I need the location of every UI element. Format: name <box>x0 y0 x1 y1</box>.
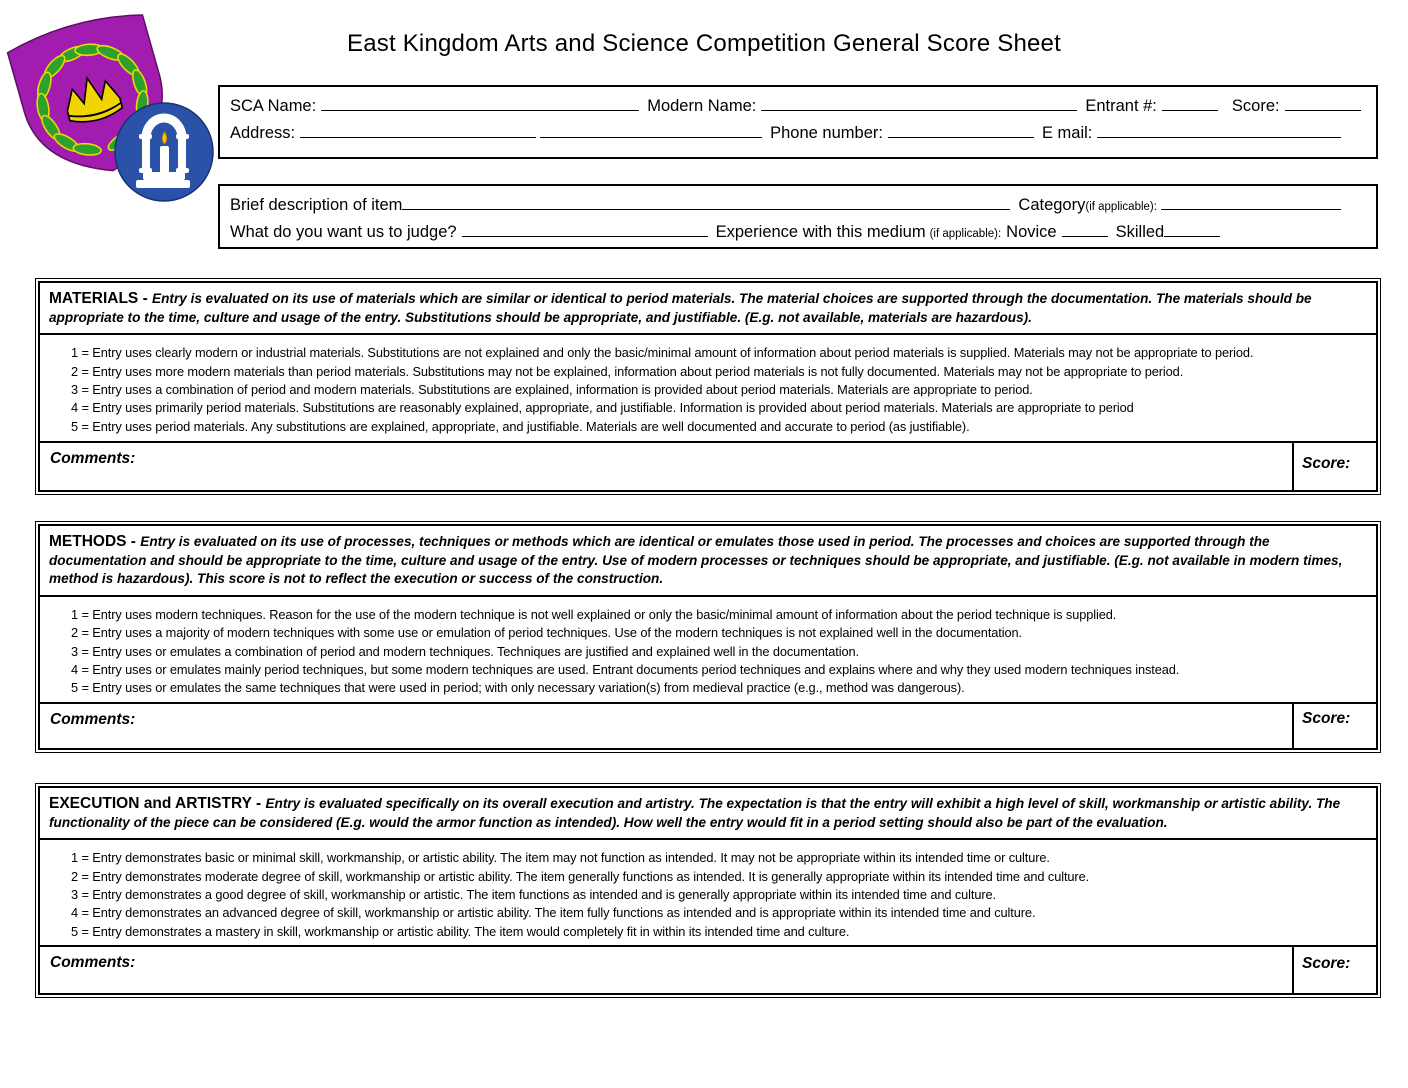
materials-level-4: 4 = Entry uses primarily period materials. Substitutions are reasonably explained, appropriate, and justifiable. Information is provided about period materials. Materials are appropriate to period <box>71 400 1134 416</box>
methods-level-3: 3 = Entry uses or emulates a combination of period and modern techniques. Techniques are justified and explained well in the documentation. <box>71 643 859 659</box>
execution-section <box>38 786 1378 995</box>
methods-level-2: 2 = Entry uses a majority of modern techniques with some use or emulation of period techniques. Use of the modern techniques is not explained well in the documentation. <box>71 625 1022 641</box>
arch-candle-badge-icon <box>115 103 213 201</box>
skilled-label: Skilled <box>1115 223 1165 241</box>
materials-section <box>38 281 1378 492</box>
phone-label: Phone number: <box>770 124 883 142</box>
materials-title: MATERIALS - <box>49 290 153 307</box>
materials-level-1: 1 = Entry uses clearly modern or industrial materials. Substitutions are not explained and only the basic/minimal amount of information about period materials is supplied. Materials may not be appropriate to period. <box>71 345 1254 361</box>
address-field-2 <box>540 123 762 138</box>
sca-name-label: SCA Name: <box>230 97 317 115</box>
methods-comments-label: Comments: <box>50 710 136 728</box>
brief-description-field <box>402 195 1010 210</box>
address-label: Address: <box>230 124 296 142</box>
brief-description-label: Brief description of item <box>230 196 403 214</box>
materials-level-2: 2 = Entry uses more modern materials than period materials. Substitutions may not be explained, information about period materials is not fully documented. Materials may not be appropriate to period. <box>71 363 1184 379</box>
methods-section <box>38 524 1378 750</box>
execution-comments-row <box>40 945 1376 993</box>
category-field <box>1161 195 1341 210</box>
methods-level-4: 4 = Entry uses or emulates mainly period techniques, but some modern techniques are used. Entrant documents period techniques and explains where and why they used modern techniques instead. <box>71 662 1180 677</box>
execution-level-3: 3 = Entry demonstrates a good degree of skill, workmanship or artistic. The item functions as intended and is generally appropriate within its intended time and culture. <box>71 887 997 902</box>
methods-header <box>40 526 1376 595</box>
materials-score-levels <box>40 333 1376 441</box>
item-row-2 <box>230 222 1366 249</box>
skilled-field <box>1164 222 1220 237</box>
methods-score-levels <box>40 595 1376 702</box>
category-label: Category <box>1018 196 1086 214</box>
item-info-box <box>218 184 1378 249</box>
score-field <box>1285 96 1361 111</box>
materials-description: Entry is evaluated on its use of materials which are similar or identical to period materials. The material choices are supported through the documentation. The materials should be appropriate to the time, culture and usage of the entry. Substitutions should be appropriate, and justifiable. (E.g. not available, materials are hazardous). <box>49 291 1312 325</box>
sca-name-field <box>321 96 639 111</box>
entrant-number-label: Entrant #: <box>1085 97 1157 115</box>
materials-comments-label: Comments: <box>50 450 136 467</box>
methods-score-label: Score: <box>1292 704 1376 748</box>
execution-comments-label: Comments: <box>50 954 136 972</box>
execution-score-levels <box>40 838 1376 945</box>
page-title: East Kingdom Arts and Science Competition General Score Sheet <box>347 30 1061 57</box>
materials-comments-row <box>40 441 1376 490</box>
methods-level-5: 5 = Entry uses or emulates the same techniques that were used in period; with only necessary variation(s) from medieval practice (e.g., method was dangerous). <box>71 680 965 696</box>
execution-level-5: 5 = Entry demonstrates a mastery in skill, workmanship or artistic ability. The item would completely fit in within its intended time and culture. <box>71 923 850 939</box>
execution-score-label: Score: <box>1292 947 1376 993</box>
category-note: (if applicable): <box>1085 201 1157 213</box>
email-label: E mail: <box>1041 124 1093 142</box>
novice-field <box>1062 222 1108 237</box>
address-field-1 <box>300 123 536 138</box>
score-label: Score: <box>1231 97 1280 115</box>
entrant-info-box <box>218 85 1378 159</box>
execution-level-2: 2 = Entry demonstrates moderate degree of skill, workmanship or artistic ability. The item generally functions as intended. It is generally appropriate within its intended time and culture. <box>71 868 1090 884</box>
judge-question-field <box>462 222 708 237</box>
entrant-row-2 <box>230 123 1366 150</box>
execution-level-1: 1 = Entry demonstrates basic or minimal skill, workmanship, or artistic ability. The item may not function as intended. It may not be appropriate within its intended time or culture. <box>71 850 1050 866</box>
email-field <box>1097 123 1341 138</box>
novice-label: Novice <box>1006 223 1057 241</box>
entrant-number-field <box>1162 96 1218 111</box>
execution-level-4: 4 = Entry demonstrates an advanced degree of skill, workmanship or artistic ability. The item fully functions as intended and is appropriate within its intended time and culture. <box>71 905 1036 921</box>
materials-score-label: Score: <box>1292 443 1376 490</box>
methods-title: METHODS - <box>49 533 141 550</box>
materials-level-3: 3 = Entry uses a combination of period and modern materials. Substitutions are explained, information is provided about period materials. Materials are appropriate to period. <box>71 382 1033 397</box>
phone-field <box>888 123 1034 138</box>
execution-description: Entry is evaluated specifically on its overall execution and artistry. The expectation is that the entry will exhibit a high level of skill, workmanship or artistic ability. The functionality of the piece can be considered (E.g. would the armor function as intended). How well the entry would fit in a period setting should also be part of the evaluation. <box>49 796 1341 830</box>
execution-header <box>40 788 1376 838</box>
execution-title: EXECUTION and ARTISTRY - <box>49 795 266 812</box>
materials-header <box>40 283 1376 333</box>
methods-level-1: 1 = Entry uses modern techniques. Reason for the use of the modern technique is not well explained or only the basic/minimal amount of information about the period technique is supplied. <box>71 606 1117 622</box>
modern-name-field <box>761 96 1077 111</box>
methods-description: Entry is evaluated on its use of processes, techniques or methods which are identical or emulates those used in period. The processes and choices are supported through the documentation and should be appropriate to the time, culture and usage of the entry. Use of modern processes or techniques should be appropriate, and justifiable. (E.g. not available in modern times, method is hazardous). This score is not to reflect the execution or success of the construction. <box>49 534 1343 587</box>
methods-comments-row <box>40 702 1376 748</box>
judge-question-label: What do you want us to judge? <box>230 223 457 241</box>
experience-note: (if applicable): <box>929 228 1002 240</box>
materials-level-5: 5 = Entry uses period materials. Any substitutions are explained, appropriate, and justifiable. Materials are well documented and accurate to period (as justifiable). <box>71 418 970 434</box>
item-row-1 <box>230 195 1366 222</box>
entrant-row-1 <box>230 96 1366 123</box>
experience-label: Experience with this medium <box>715 223 926 241</box>
modern-name-label: Modern Name: <box>647 97 757 115</box>
